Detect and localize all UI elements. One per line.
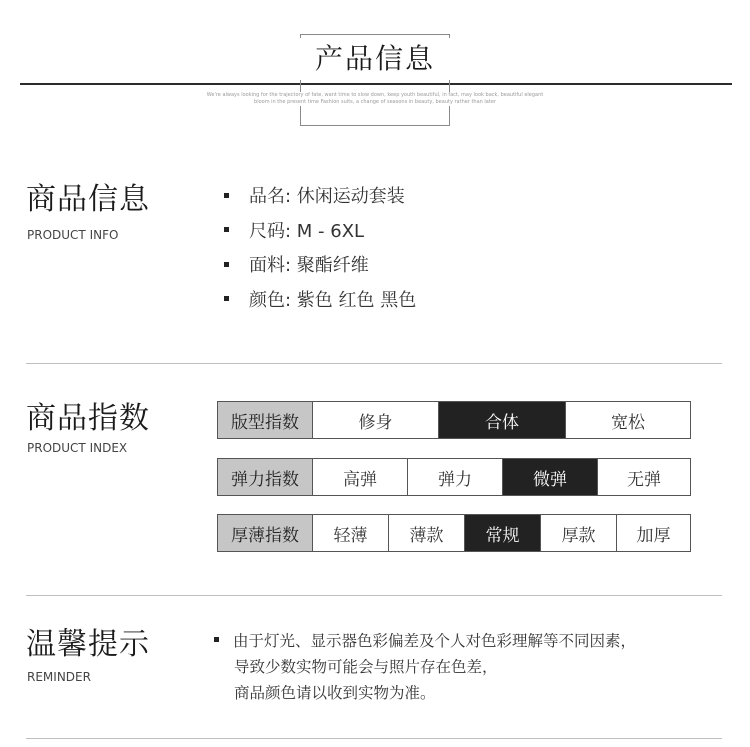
header-tagline-1: We're always looking for the trajectory of fate, want time to slow down, keep youth beautiful, in fact, may look back, beautiful elegant [180,92,570,99]
info-item-name [224,182,416,217]
reminder-line-3: 商品颜色请以收到实物为准。 [234,684,436,702]
info-item-fabric [224,251,416,286]
index-row-thickness [217,514,691,552]
index-section-title: 商品指数 [26,401,150,436]
page-title: 产品信息 [300,38,450,80]
index-option-selected: 微弹 [502,459,597,495]
reminder-section-subtitle: REMINDER [27,670,91,684]
info-item-size [224,217,416,252]
header-tagline-2: bloom in the present time Fashion suits, a change of seasons in beauty, beauty rather than later [180,99,570,106]
info-item-text: 尺码: M - 6XL [249,220,365,242]
bullet-icon [224,296,229,301]
index-option: 修身 [312,402,438,438]
index-row-elasticity [217,458,691,496]
info-item-text: 颜色: 紫色 红色 黑色 [249,289,417,311]
bullet-icon [224,193,229,198]
index-option: 高弹 [312,459,407,495]
info-list [224,182,416,320]
info-item-color [224,286,416,321]
index-option: 弹力 [407,459,502,495]
bullet-icon [224,227,229,232]
info-item-text: 面料: 聚酯纤维 [249,255,369,276]
section-divider [26,595,722,596]
reminder-line-2: 导致少数实物可能会与照片存在色差， [234,658,498,676]
index-option: 轻薄 [312,515,388,551]
section-divider [26,363,722,364]
index-option: 厚款 [540,515,616,551]
bullet-icon [224,262,229,267]
section-divider [26,738,722,739]
index-label: 版型指数 [218,402,312,438]
index-option: 薄款 [388,515,464,551]
index-label: 厚薄指数 [218,515,312,551]
info-item-text: 品名: 休闲运动套装 [249,186,405,207]
index-option: 无弹 [597,459,690,495]
reminder-line-1 [214,628,636,654]
index-section-subtitle: PRODUCT INDEX [27,441,128,455]
index-option: 宽松 [565,402,690,438]
info-section-subtitle: PRODUCT INFO [27,228,119,242]
index-option: 加厚 [616,515,690,551]
reminder-section-title: 温馨提示 [26,627,150,662]
info-section-title: 商品信息 [26,182,150,217]
bullet-icon [214,637,219,642]
index-row-fit [217,401,691,439]
index-option-selected: 合体 [438,402,565,438]
reminder-line-text: 由于灯光、显示器色彩偏差及个人对色彩理解等不同因素， [233,632,637,650]
reminder-text [214,628,636,706]
index-label: 弹力指数 [218,459,312,495]
index-option-selected: 常规 [464,515,540,551]
